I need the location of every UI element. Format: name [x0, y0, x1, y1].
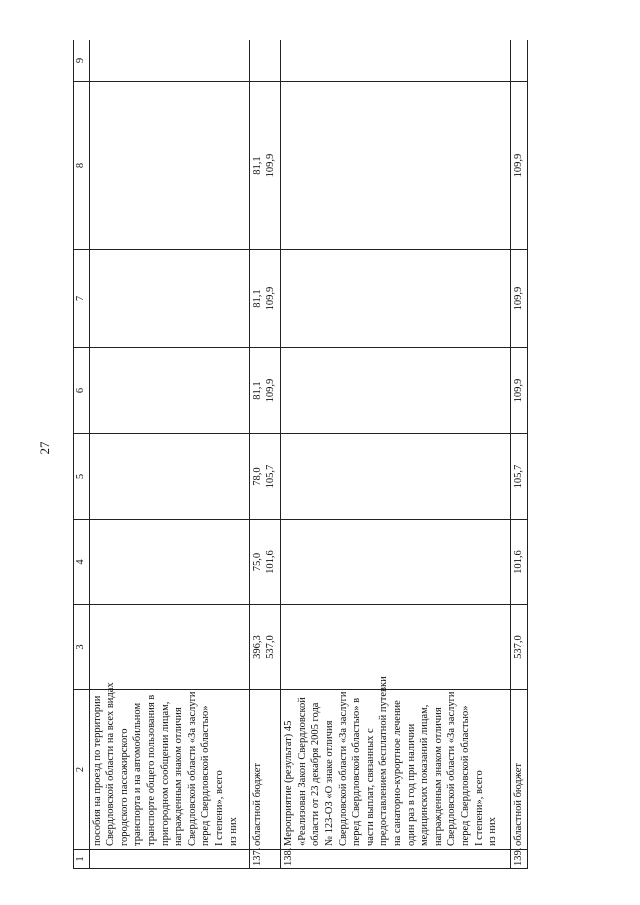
value-cell: [249, 434, 280, 520]
cell-value: 81,1: [251, 381, 263, 400]
description-line: I степени», всего: [213, 770, 225, 846]
value-cell: [510, 348, 527, 434]
description-line: Свердловской области «За заслуги: [337, 691, 349, 846]
cell-value: 78,0: [251, 467, 263, 486]
cell-value: 109,9: [265, 286, 277, 311]
description-line: городского пассажирского: [118, 728, 130, 846]
description-line: транспорта и на автомобильном: [132, 702, 144, 846]
description-line: на санаторно-курортное лечение: [392, 700, 403, 846]
table-row: [249, 40, 280, 869]
cell-value: 396,3: [251, 635, 263, 659]
value-cell: [281, 250, 510, 348]
column-header: 2: [74, 690, 90, 850]
description-line: медицинских показаний лицам,: [419, 704, 431, 846]
row-number: [89, 850, 249, 869]
rotated-table-container: [73, 40, 528, 869]
value-cell: [281, 348, 510, 434]
value-cell: [249, 82, 280, 250]
value-cell: [249, 348, 280, 434]
table-row: [510, 40, 527, 869]
value-cell: [89, 82, 249, 250]
table-row: [89, 40, 249, 869]
description-line: части выплат, связанных с: [364, 728, 376, 846]
column-header: 7: [74, 250, 90, 348]
page-number: 27: [37, 441, 52, 455]
cell-value: 105,7: [512, 464, 524, 489]
cell-value: 109,9: [265, 153, 277, 178]
value-cell: [510, 520, 527, 605]
value-cell: [249, 40, 280, 82]
column-header: 1: [74, 850, 90, 869]
description-line: из них: [487, 817, 499, 846]
description-line: I степени», всего: [473, 770, 485, 846]
description-line: транспорте общего пользования в: [145, 694, 157, 846]
value-cell: [510, 250, 527, 348]
table-row: [281, 40, 510, 869]
description-line: «Реализован Закон Свердловской: [296, 697, 308, 846]
table-body: [89, 40, 527, 869]
description-line: № 123-ОЗ «О знаке отличия: [324, 720, 336, 846]
description-line: пригородном сообщении лицам,: [159, 701, 171, 846]
cell-value: 109,9: [512, 153, 524, 178]
value-cell: [89, 434, 249, 520]
cell-value: 101,6: [265, 550, 277, 574]
description-line: награжденным знаком отличия: [432, 707, 444, 846]
row-description: [89, 682, 249, 850]
cell-value: 81,1: [251, 156, 263, 175]
cell-value: 109,9: [265, 378, 277, 403]
cell-value: 537,0: [265, 635, 277, 659]
description-line: областной бюджет: [512, 763, 524, 846]
value-cell: [249, 520, 280, 605]
value-cell: [281, 40, 510, 82]
column-header: 5: [74, 434, 90, 520]
cell-value: 75,0: [251, 552, 263, 572]
row-description: [281, 676, 510, 850]
cell-value: 105,7: [265, 464, 277, 489]
description-line: областной бюджет: [251, 763, 263, 846]
cell-value: 537,0: [512, 635, 524, 659]
description-line: Мероприятие (результат) 45: [283, 720, 295, 846]
description-line: из них: [227, 817, 239, 846]
description-line: перед Свердловской областью»: [200, 705, 212, 846]
value-cell: [281, 605, 510, 690]
value-cell: [89, 520, 249, 605]
value-cell: [281, 82, 510, 250]
row-description: [510, 690, 527, 850]
column-header: 4: [74, 520, 90, 605]
description-line: один раз в год при наличии: [405, 723, 417, 846]
column-header: 3: [74, 605, 90, 690]
value-cell: [89, 250, 249, 348]
column-header: 6: [74, 348, 90, 434]
cell-value: 81,1: [251, 289, 263, 308]
row-number: 137.: [249, 850, 280, 869]
value-cell: [510, 605, 527, 690]
description-line: Свердловской области «За заслуги: [446, 691, 458, 846]
column-header: 8: [74, 82, 90, 250]
description-line: предоставлением бесплатной путевки: [378, 676, 390, 846]
cell-value: 109,9: [512, 378, 524, 403]
value-cell: [281, 434, 510, 520]
scanned-page: [73, 40, 528, 869]
value-cell: [510, 82, 527, 250]
description-line: Свердловской области «За заслуги: [186, 691, 198, 846]
cell-value: 109,9: [512, 286, 524, 311]
value-cell: [89, 348, 249, 434]
description-line: Свердловской области на всех видах: [105, 682, 117, 846]
value-cell: [510, 40, 527, 82]
description-line: области от 23 декабря 2005 года: [310, 702, 322, 846]
description-line: награжденным знаком отличия: [173, 707, 185, 846]
row-number: 139.: [510, 850, 527, 869]
description-line: пособия на проезд по территории: [91, 695, 103, 846]
value-cell: [249, 250, 280, 348]
header-row: [74, 40, 90, 869]
value-cell: [89, 605, 249, 690]
value-cell: [510, 434, 527, 520]
value-cell: [249, 605, 280, 690]
row-number: 138.: [281, 850, 510, 869]
value-cell: [89, 40, 249, 82]
column-header: 9: [74, 40, 90, 82]
value-cell: [281, 520, 510, 605]
row-description: [249, 690, 280, 850]
description-line: перед Свердловской областью»: [459, 705, 471, 846]
description-line: перед Свердловской областью» в: [351, 697, 363, 846]
cell-value: 101,6: [512, 550, 524, 574]
budget-table: [73, 40, 528, 869]
